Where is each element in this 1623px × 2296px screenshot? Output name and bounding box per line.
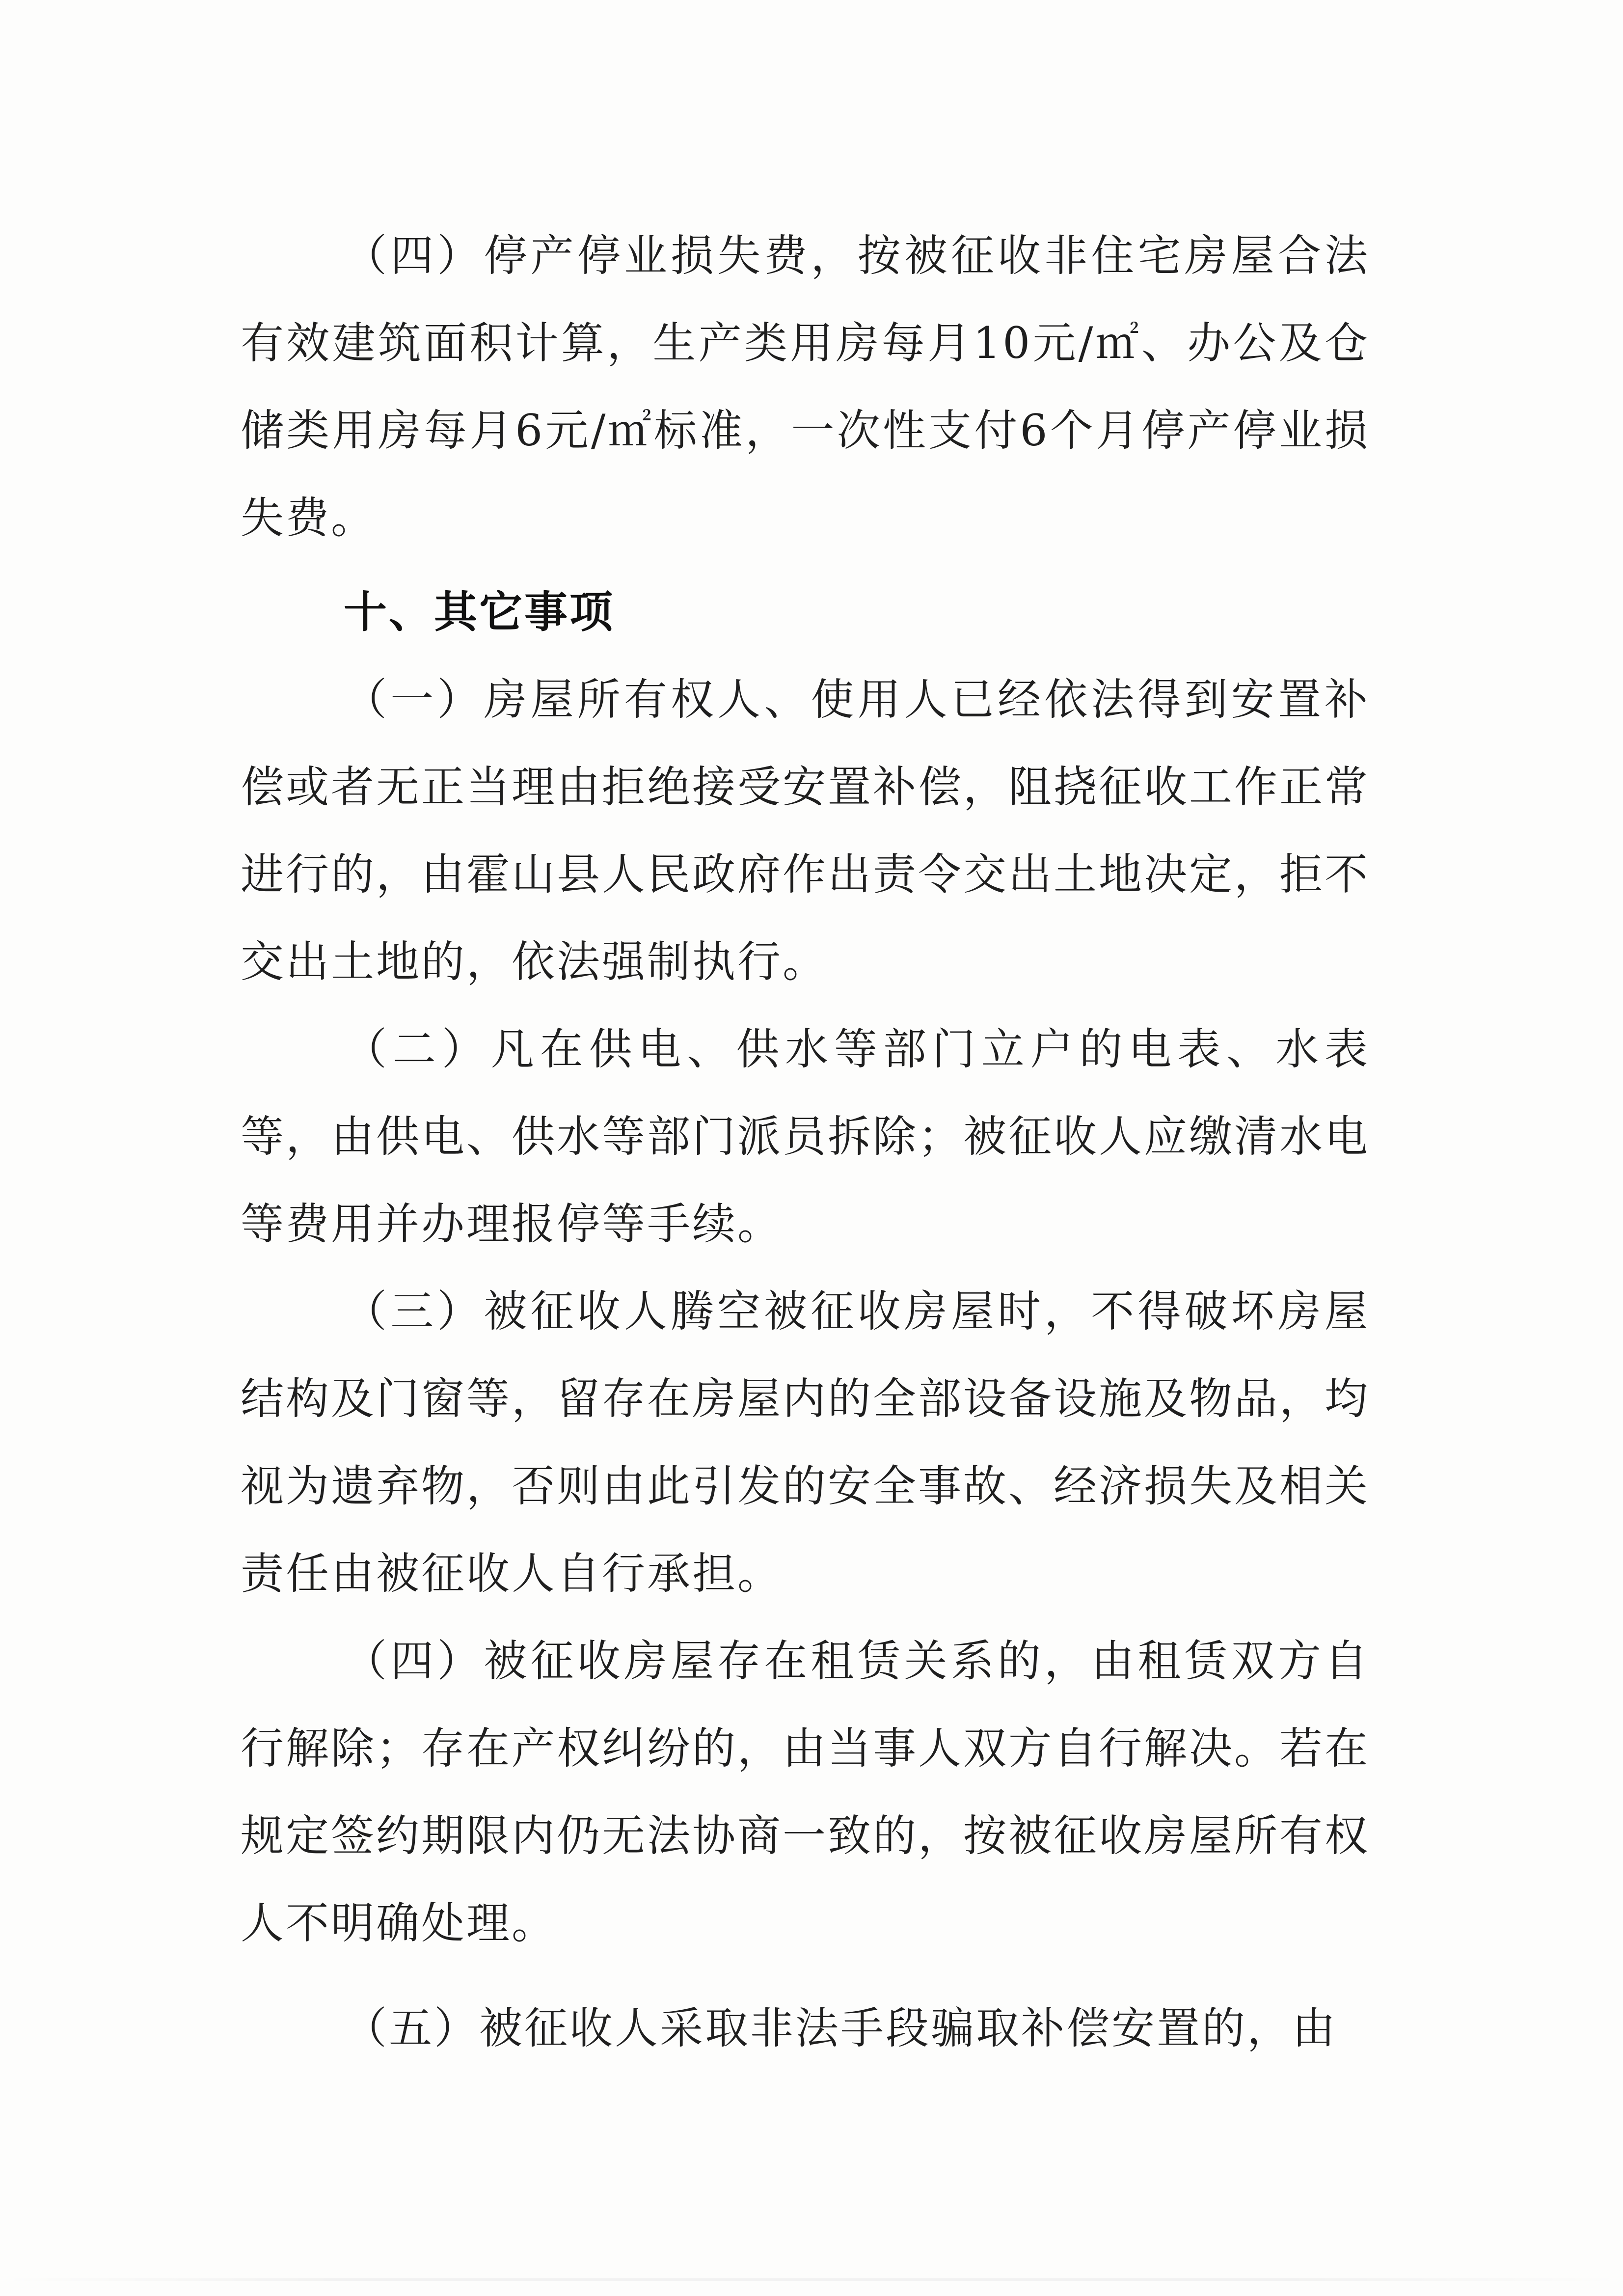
scan-edge-mark	[0, 2278, 1623, 2281]
document-body	[241, 212, 1370, 2072]
paragraph-one-refusal: （一）房屋所有权人、使用人已经依法得到安置补偿或者无正当理由拒绝接受安置补偿，阻挠征收工作正常进行的，由霍山县人民政府作出责令交出土地决定，拒不交出土地的，依法强制执行。	[241, 674, 1370, 987]
paragraph-four-loss-fee: （四）停产停业损失费，按被征收非住宅房屋合法有效建筑面积计算，生产类用房每月10元/㎡、办公及仓储类用房每月6元/㎡标准，一次性支付6个月停产停业损失费。	[241, 230, 1370, 543]
section-heading-other-matters: 十、其它事项	[344, 587, 615, 637]
paragraph-five-fraud: （五）被征收人采取非法手段骗取补偿安置的，由	[344, 2003, 1338, 2053]
paragraph-three-vacating: （三）被征收人腾空被征收房屋时，不得破坏房屋结构及门窗等，留存在房屋内的全部设备设施及物品，均视为遗弃物，否则由此引发的安全事故、经济损失及相关责任由被征收人自行承担。	[241, 1286, 1370, 1599]
paragraph-four-lease: （四）被征收房屋存在租赁关系的，由租赁双方自行解除；存在产权纠纷的，由当事人双方自行解决。若在规定签约期限内仍无法协商一致的，按被征收房屋所有权人不明确处理。	[241, 1636, 1370, 1948]
paragraph-two-utilities: （二）凡在供电、供水等部门立户的电表、水表等，由供电、供水等部门派员拆除；被征收人应缴清水电等费用并办理报停等手续。	[241, 1024, 1370, 1249]
